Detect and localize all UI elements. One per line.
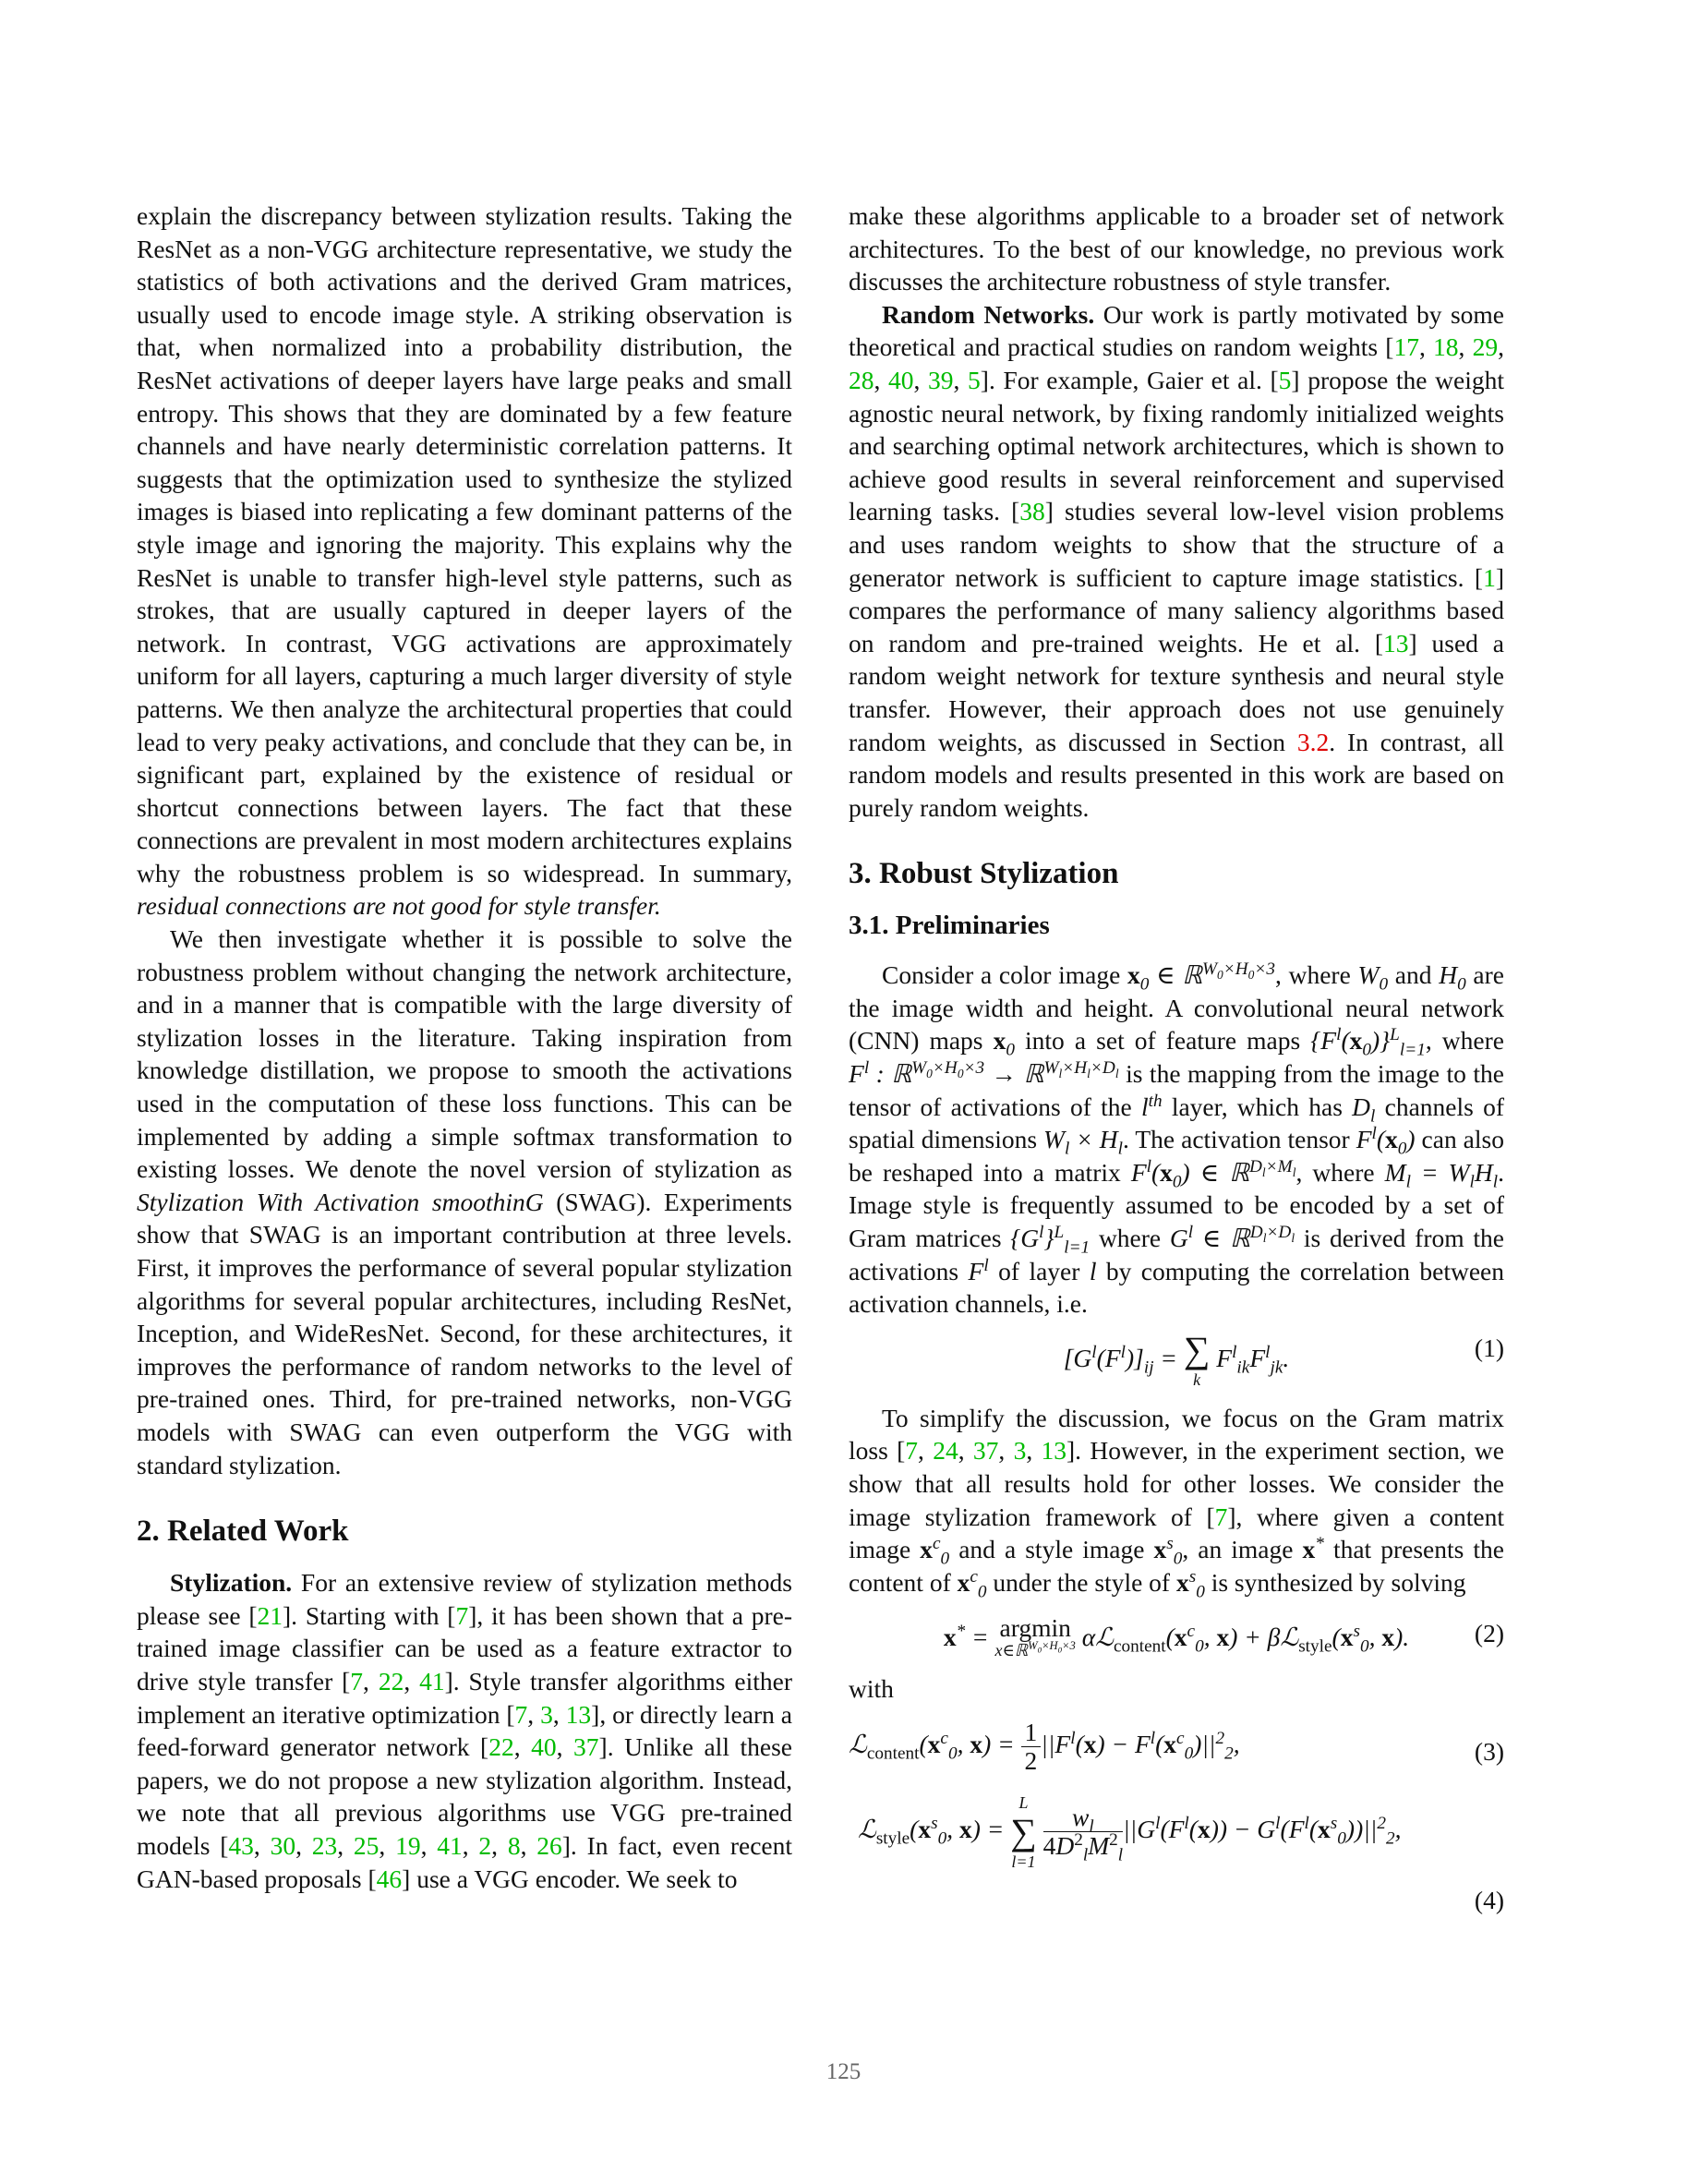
equation-4-number: (4) [1474, 1885, 1504, 1914]
equation-1: $[G^l(F^l)]_{ij}$ = ∑ k $F^l_{ik}F^l_{jk}$. (1) [1063, 1328, 1504, 1389]
citation-link[interactable]: 7 [455, 1600, 469, 1630]
citation-link[interactable]: 1 [1483, 562, 1496, 592]
citation-link[interactable]: 19 [395, 1830, 421, 1860]
citation-link[interactable]: 26 [536, 1830, 562, 1860]
section-reference-link[interactable]: 3.2 [1296, 727, 1330, 756]
citation-link[interactable]: 7 [350, 1666, 364, 1695]
citation-link[interactable]: 28 [849, 365, 874, 394]
citation-link[interactable]: 3 [1013, 1436, 1027, 1466]
equation-number: (3) [1474, 1736, 1504, 1766]
citation-link[interactable]: 18 [1433, 332, 1459, 362]
citation-link[interactable]: 22 [488, 1732, 514, 1762]
citation-link[interactable]: 3 [540, 1699, 553, 1729]
citation-link[interactable]: 13 [565, 1699, 592, 1729]
with-text: with [849, 1674, 894, 1704]
citation-link[interactable]: 17 [1393, 332, 1419, 362]
citation-link[interactable]: 40 [531, 1732, 557, 1762]
citation-link[interactable]: 40 [888, 365, 914, 394]
simplify-paragraph: To simplify the discussion, we focus on the Gram matrix loss [7, 24, 37, 3, 13]. However, in the experiment section, we show that all results hold for other losses. We consider the image stylization framework of [7], where given a content image $x^c_0$ and a style image $x^s_0$, an image x* that presents the content of $x^c_0$ under the style of $x^s_0$ is synthesized by solving [849, 1403, 1504, 1602]
citation-link[interactable]: 30 [270, 1830, 296, 1860]
equation-number: (2) [1474, 1619, 1504, 1648]
citation-link[interactable]: 29 [1472, 332, 1499, 362]
citation-link[interactable]: 7 [1214, 1502, 1228, 1531]
citation-link[interactable]: 8 [507, 1830, 521, 1860]
section-3-heading: 3. Robust Stylization [849, 857, 1119, 891]
citation-link[interactable]: 2 [478, 1830, 492, 1860]
equation-3: $ℒ_{content}(x^c_0$, x) = $\frac{1}{2}$ $||F^l(x) - F^l(x^c_0)||^2_2$, (3) [849, 1717, 1504, 1775]
citation-link[interactable]: 5 [968, 365, 981, 394]
equation-number: (1) [1474, 1333, 1504, 1362]
right-column [849, 199, 1504, 1917]
intro-paragraph: explain the discrepancy between stylization results. Taking the ResNet as a non-VGG architecture representative, we study the statistics of both activations and the derived Gram matrices, usually used to encode image style. A striking observation is that, when normalized into a probability distribution, the ResNet activations of deeper layers have large peaks and small entropy. This shows that they are dominated by a few feature channels and have nearly deterministic correlation patterns. It suggests that the optimization used to synthesize the stylized images is biased into replicating a few dominant patterns of the style image and ignoring the majority. This explains why the ResNet is unable to transfer high-level style patterns, such as strokes, that are usually captured in deeper layers of the network. In contrast, VGG activations are approximately uniform for all layers, capturing a much larger diversity of style patterns. We then analyze the architectural properties that could lead to very peaky activations, and conclude that they can be, in significant part, explained by the existence of residual or shortcut connections between layers. The fact that these connections are prevalent in most modern architectures explains why the robustness problem is so widespread. In summary, residual connections are not good for style transfer. [137, 201, 792, 921]
citation-link[interactable]: 41 [437, 1830, 463, 1860]
citation-link[interactable]: 23 [311, 1830, 338, 1860]
continuation-paragraph: make these algorithms applicable to a broader set of network architectures. To the best of our knowledge, no previous work discusses the architecture robustness of style transfer. [849, 201, 1504, 296]
preliminaries-paragraph: Consider a color image $x_0$ ∈ ℝ$^{W_0\times H_0\times 3}$, where $W_0$ and $H_0$ are the image width and height. A convolutional neural network (CNN) maps $x_0$ into a set of feature maps $\{F^l(x_0)\}^L_{l=1}$, where $F^l$ : ℝ$^{W_0\times H_0\times 3}$ → ℝ$^{W_l\times H_l\times D_l}$ is the mapping from the image to the tensor of activations of the $l^{th}$ layer, which has $D_l$ channels of spatial dimensions $W_l \times H_l$. The activation tensor $F^l(x_0)$ can also be reshaped into a matrix $F^l(x_0)$ ∈ ℝ$^{D_l\times M_l}$, where $M_l = W_lH_l$. Image style is frequently assumed to be encoded by a set of Gram matrices $\{G^l\}^L_{l=1}$ where $G^l$ ∈ ℝ$^{D_l\times D_l}$ is derived from the activations $F^l$ of layer l by computing the correlation between activation channels, i.e. [849, 959, 1505, 1319]
page-number: 125 [825, 2059, 862, 2084]
citation-link[interactable]: 21 [257, 1600, 283, 1630]
citation-link[interactable]: 13 [1382, 628, 1409, 658]
citation-link[interactable]: 22 [378, 1666, 404, 1695]
citation-link[interactable]: 13 [1041, 1436, 1067, 1466]
citation-link[interactable]: 7 [905, 1436, 919, 1466]
stylization-paragraph: Stylization. For an extensive review of stylization methods please see [21]. Starting with [7], it has been shown that a pre-trained image classifier can be used as a feature extractor to drive style transfer [7, 22, 41]. Style transfer algorithms either implement an iterative optimization [7, 3, 13], or directly learn a feed-forward generator network [22, 40, 37]. Unlike all these papers, we do not propose a new stylization algorithm. Instead, we note that all previous algorithms use VGG pre-trained models [43, 30, 23, 25, 19, 41, 2, 8, 26]. In fact, even recent GAN-based proposals [46] use a VGG encoder. We seek to [137, 1568, 793, 1893]
random-networks-paragraph: Random Networks. Our work is partly motivated by some theoretical and practical studies on random weights [17, 18, 29, 28, 40, 39, 5]. For example, Gaier et al. [5] propose the weight agnostic neural network, by fixing randomly initialized weights and searching optimal network architectures, which is shown to achieve good results in several reinforcement and supervised learning tasks. [38] studies several low-level vision problems and uses random weights to show that the structure of a generator network is sufficient to capture image statistics. [1] compares the performance of many saliency algorithms based on random and pre-trained weights. He et al. [13] used a random weight network for texture synthesis and neural style transfer. However, their approach does not use genuinely random weights, as discussed in Section 3.2. In contrast, all random models and results presented in this work are based on purely random weights. [849, 299, 1505, 822]
citation-link[interactable]: 46 [376, 1864, 403, 1893]
section-2-heading: 2. Related Work [137, 1514, 349, 1549]
section-3-1-heading: 3.1. Preliminaries [849, 911, 1050, 941]
equation-4: $ℒ_{style}(x^s_0$, x) = L ∑ l=1 $\frac{w_l}{4D^2_lM^2_l}$ $||G^l(F^l(x)) - G^l(F^l(x^s_0))||^2_2$, [858, 1792, 1402, 1871]
citation-link[interactable]: 37 [972, 1436, 999, 1466]
citation-link[interactable]: 24 [933, 1436, 958, 1466]
citation-link[interactable]: 37 [573, 1732, 599, 1762]
citation-link[interactable]: 41 [419, 1666, 445, 1695]
citation-link[interactable]: 5 [1278, 365, 1292, 394]
citation-link[interactable]: 39 [928, 365, 954, 394]
left-column [137, 199, 792, 1895]
citation-link[interactable]: 38 [1019, 497, 1045, 526]
equation-2: x* = argmin x∈ℝ$^{W_0\times H_0\times 3}$ $\alpha ℒ_{content}(x^c_0$, $x) + \beta ℒ_{style}(x^s_0$, x). (2) [943, 1613, 1504, 1660]
citation-link[interactable]: 25 [353, 1830, 380, 1860]
citation-link[interactable]: 7 [514, 1699, 528, 1729]
swag-paragraph: We then investigate whether it is possible to solve the robustness problem without changing the network architecture, and in a manner that is compatible with the large diversity of stylization losses in the literature. Taking inspiration from knowledge distillation, we propose to smooth the activations used in the computation of these loss functions. This can be implemented by adding a simple softmax transformation to existing losses. We denote the novel version of stylization as Stylization With Activation smoothinG (SWAG). Experiments show that SWAG is an important contribution at three levels. First, it improves the performance of several popular stylization algorithms for several popular architectures, including ResNet, Inception, and WideResNet. Second, for these architectures, it improves the performance of random networks to the level of pre-trained ones. Third, for pre-trained networks, non-VGG models with SWAG can even outperform the VGG with standard stylization. [137, 924, 792, 1479]
citation-link[interactable]: 43 [228, 1830, 254, 1860]
